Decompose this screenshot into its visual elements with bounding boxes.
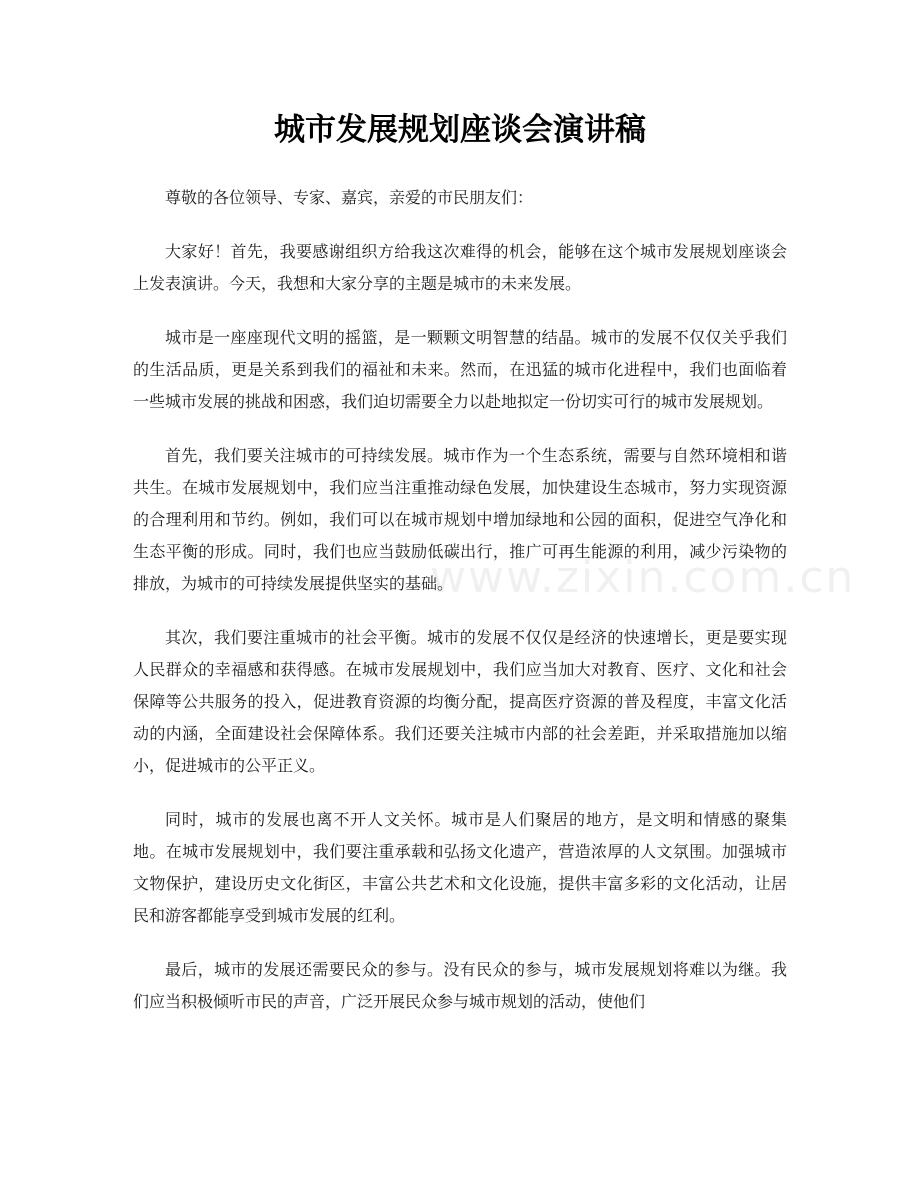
body-paragraph: 同时，城市的发展也离不开人文关怀。城市是人们聚居的地方，是文明和情感的聚集地。在城市发展规划中，我们要注重承载和弘扬文化遗产，营造浓厚的人文氛围。加强城市文物保护，建设历史文化街区，丰富公共艺术和文化设施，提供丰富多彩的文化活动，让居民和游客都能享受到城市发展的红利。 [133,810,787,925]
salutation-paragraph: 尊敬的各位领导、专家、嘉宾，亲爱的市民朋友们： [165,188,534,207]
body-paragraph: 大家好！首先，我要感谢组织方给我这次难得的机会，能够在这个城市发展规划座谈会上发表演讲。今天，我想和大家分享的主题是城市的未来发展。 [133,242,787,293]
body-paragraph: 其次，我们要注重城市的社会平衡。城市的发展不仅仅是经济的快速增长，更是要实现人民群众的幸福感和获得感。在城市发展规划中，我们应当加大对教育、医疗、文化和社会保障等公共服务的投入，促进教育资源的均衡分配，提高医疗资源的普及程度，丰富文化活动的内涵，全面建设社会保障体系。我们还要关注城市内部的社会差距，并采取措施加以缩小，促进城市的公平正义。 [133,628,787,775]
body-paragraph: 最后，城市的发展还需要民众的参与。没有民众的参与，城市发展规划将难以为继。我们应当积极倾听市民的声音，广泛开展民众参与城市规划的活动，使他们 [133,960,787,1011]
document-body [133,182,787,1040]
body-paragraph: 首先，我们要关注城市的可持续发展。城市作为一个生态系统，需要与自然环境相和谐共生。在城市发展规划中，我们应当注重推动绿色发展，加快建设生态城市，努力实现资源的合理利用和节约。例如，我们可以在城市规划中增加绿地和公园的面积，促进空气净化和生态平衡的形成。同时，我们也应当鼓励低碳出行，推广可再生能源的利用，减少污染物的排放，为城市的可持续发展提供坚实的基础。 [133,446,787,593]
document-title: 城市发展规划座谈会演讲稿 [274,112,646,148]
body-paragraph: 城市是一座座现代文明的摇篮，是一颗颗文明智慧的结晶。城市的发展不仅仅关乎我们的生活品质，更是关系到我们的福祉和未来。然而，在迅猛的城市化进程中，我们也面临着一些城市发展的挑战和困惑，我们迫切需要全力以赴地拟定一份切实可行的城市发展规划。 [133,328,787,411]
watermark: www.zixin.com.cn [430,552,856,603]
